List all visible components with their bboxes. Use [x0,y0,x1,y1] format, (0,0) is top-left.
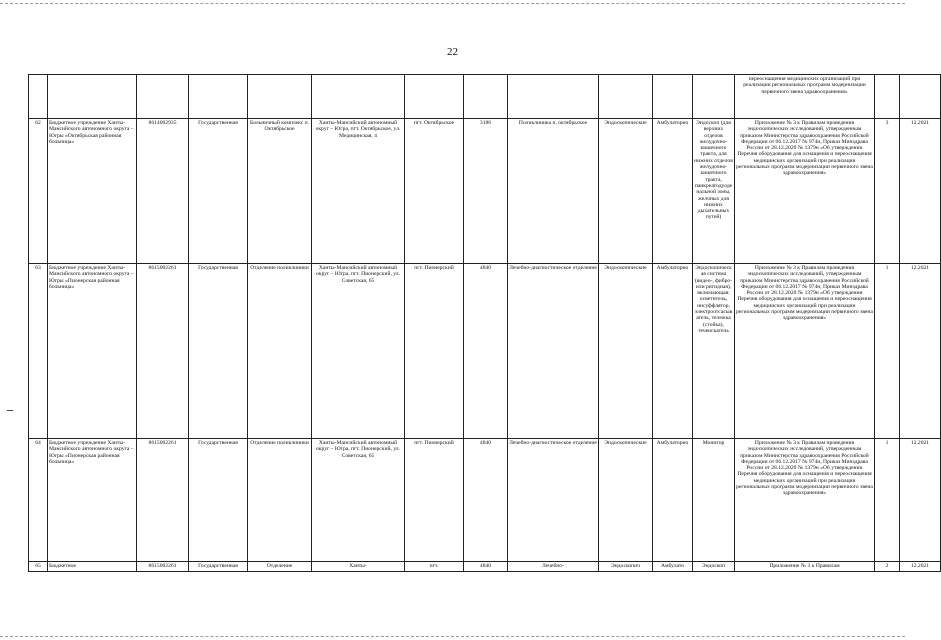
quantity-cell: 2 [875,562,900,572]
basis-cell: Приложение № 3 к Правилам проведения эндоскопических исследований, утвержденным приказом Министерства здравоохранения Российской Федерации от 06.12.2017 № 974н, Приказ Минздрава России от 28.12.2020 № 1379н «Об утверждении Перечня оборудования для оснащения и переоснащения медицинских организаций при реализации региональных программ модернизации первичного звена здравоохранения» [735,119,875,264]
quantity-cell: 1 [875,264,900,439]
page-number: 22 [447,46,458,58]
unit-cell: Больничный комплекс п. Октябрьское [248,119,312,264]
basis-cell: Приложение № 3 к Правилам проведения эндоскопических исследований, утвержденным приказом Министерства здравоохранения Российской Федерации от 06.12.2017 № 974н, Приказ Минздрава России от 28.12.2020 № 1379н «Об утверждении Перечня оборудования для оснащения и переоснащения медицинских организаций при реализации региональных программ модернизации первичного звена здравоохранения» [735,264,875,439]
ownership-form-cell: Государственная [189,264,248,439]
unit-cell: Отделение [248,562,312,572]
address-cell: Ханты-Мансийский автономный округ – Югра, пгт. Пионерский, ул. Советская, 65 [312,264,405,439]
table-row [29,562,941,572]
quantity-cell: 3 [875,119,900,264]
study-type-cell: Эндоскопические [599,119,653,264]
equipment-cell: Эндоскопическая система (видео-, фибро- или ригидная), включающая: осветитель, инсуффлятор, электроотсасыватель, тележка (стойка), течеискатель [693,264,735,439]
settlement-cell: пгт. Октябрьское [405,119,464,264]
code-cell: 4840 [464,562,508,572]
care-condition-cell: Амбулаторно [653,264,693,439]
address-cell: Ханты- [312,562,405,572]
ownership-form-cell: Государственная [189,439,248,562]
organization-cell: Бюджетное учреждение Ханты-Мансийского автономного округа – Югры «Пионерская районная больница» [48,439,137,562]
row-number-cell: 65 [29,562,48,572]
basis-continuation-cell: переоснащения медицинских организаций при реализации региональных программ модернизации первичного звена здравоохранения» [735,75,875,119]
ownership-form-cell: Государственная [189,562,248,572]
equipment-cell: Эндоскоп (для верхних отделов желудочно-кишечного тракта, для нижних отделов желудочно-кишечного тракта, панкреатодуоденальной зоны, желчных для нижних дыхательных путей) [693,119,735,264]
organization-cell: Бюджетное учреждение Ханты-Мансийского автономного округа – Югры «Пионерская районная больница» [48,264,137,439]
department-cell: Лечебно-диагностическое отделение [508,439,599,562]
study-type-cell: Эндоскопические [599,264,653,439]
basis-cell: Приложение № 3 к Правилам проведения эндоскопических исследований, утвержденным приказом Министерства здравоохранения Российской Федерации от 06.12.2017 № 974н, Приказ Минздрава России от 28.12.2020 № 1379н «Об утверждении Перечня оборудования для оснащения и переоснащения медицинских организаций при реализации региональных программ модернизации первичного звена здравоохранения» [735,439,875,562]
row-number-cell: 62 [29,119,48,264]
table-row [29,264,941,439]
quantity-cell: 1 [875,439,900,562]
inn-cell: 8615002261 [137,439,189,562]
equipment-cell: Монитор [693,439,735,562]
department-cell: Лечебно- [508,562,599,572]
unit-cell: Отделение поликлиники [248,264,312,439]
inn-cell: 8615002261 [137,562,189,572]
department-cell: Поликлиника п. октябрьское [508,119,599,264]
table-row [29,439,941,562]
care-condition-cell: Амбулато [653,562,693,572]
date-cell: 12.2021 [900,264,941,439]
table-row [29,119,941,264]
organization-cell: Бюджетное [48,562,137,572]
row-number-cell: 64 [29,439,48,562]
care-condition-cell: Амбулаторно [653,119,693,264]
scan-bottom-edge [0,636,905,637]
organization-cell: Бюджетное учреждение Ханты-Мансийского автономного округа – Югры «Октябрьская районная больница» [48,119,137,264]
date-cell: 12.2021 [900,562,941,572]
settlement-cell: пгт. Пионерский [405,264,464,439]
care-condition-cell: Амбулаторно [653,439,693,562]
date-cell: 12.2021 [900,119,941,264]
study-type-cell: Эндоскопические [599,439,653,562]
address-cell: Ханты-Мансийский автономный округ – Югра, пгт. Октябрьское, ул. Медицинская, 4 [312,119,405,264]
inn-cell: 8615002261 [137,264,189,439]
basis-cell: Приложение № 3 к Правилам [735,562,875,572]
code-cell: 4840 [464,264,508,439]
code-cell: 4840 [464,439,508,562]
date-cell: 12.2021 [900,439,941,562]
row-number-cell: 63 [29,264,48,439]
inn-cell: 8614002935 [137,119,189,264]
margin-mark [7,410,13,411]
settlement-cell: пгт. [405,562,464,572]
code-cell: 3186 [464,119,508,264]
ownership-form-cell: Государственная [189,119,248,264]
table-row-continuation [29,75,941,119]
study-type-cell: Эндоскопич [599,562,653,572]
scan-top-edge [0,3,905,4]
settlement-cell: пгт. Пионерский [405,439,464,562]
department-cell: Лечебно-диагностическое отделение [508,264,599,439]
unit-cell: Отделение поликлиники [248,439,312,562]
address-cell: Ханты-Мансийский автономный округ – Югра, пгт. Пионерский, ул. Советская, 65 [312,439,405,562]
equipment-cell: Эндоскоп [693,562,735,572]
registry-table [28,74,941,572]
